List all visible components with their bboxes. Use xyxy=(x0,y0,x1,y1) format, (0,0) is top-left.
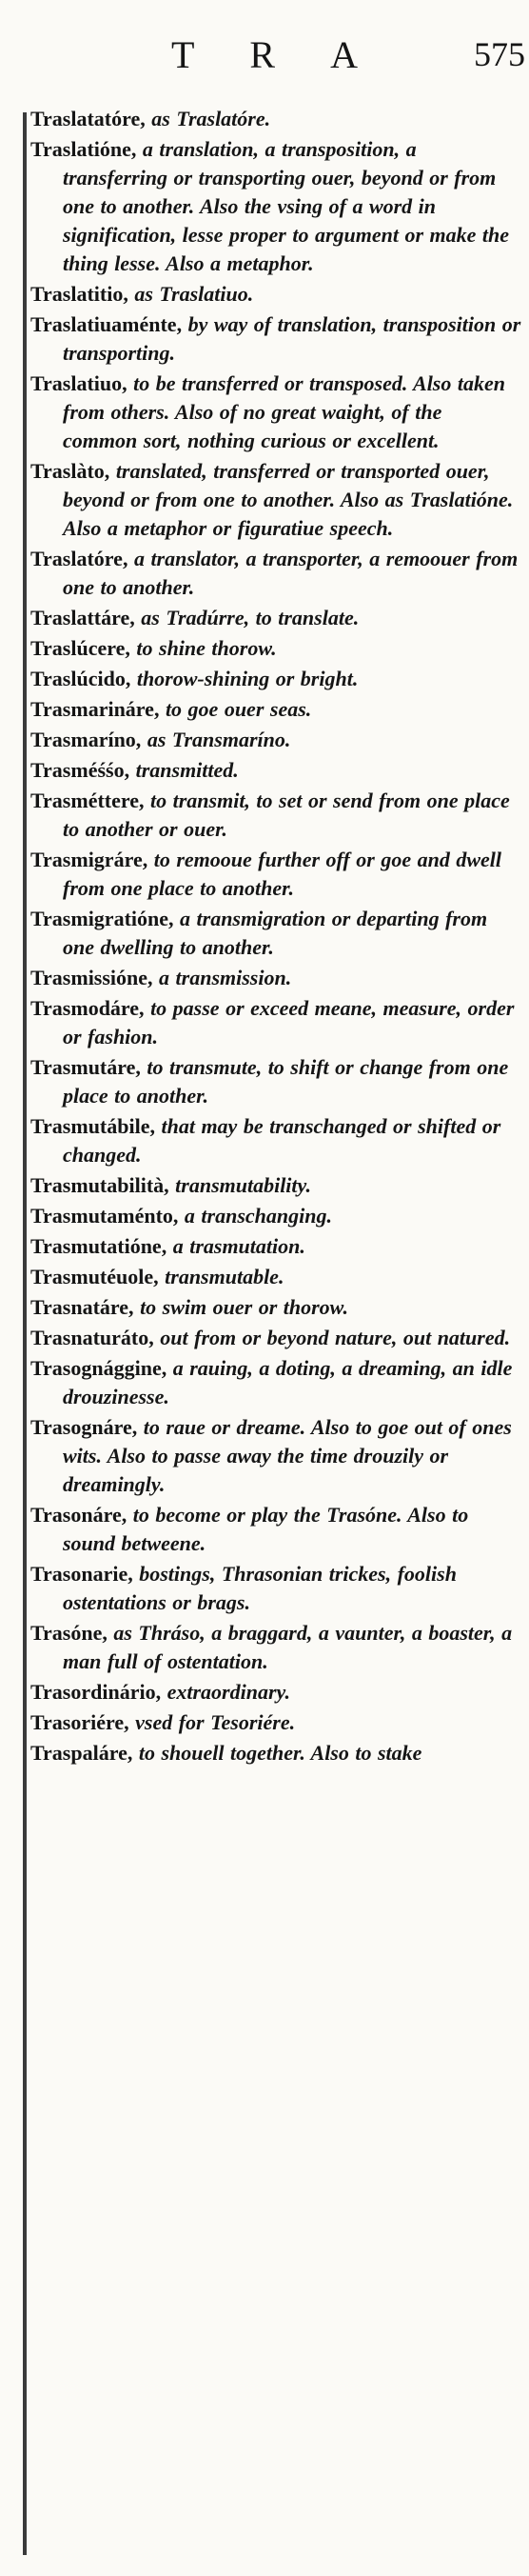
entry-headword: Trasognággine, xyxy=(30,1356,167,1380)
entry-headword: Traslúcido, xyxy=(30,667,131,690)
entry-gloss: transmutable. xyxy=(165,1265,284,1288)
running-head: TRA xyxy=(171,33,413,76)
entry-headword: Trasonáre, xyxy=(30,1503,127,1527)
entry-gloss: to passe or exceed meane, measure, order or fashion. xyxy=(63,996,515,1048)
entry-gloss: as Transmaríno. xyxy=(147,728,291,751)
page-header xyxy=(0,0,529,86)
entry-headword: Trasognáre, xyxy=(30,1415,138,1439)
dictionary-column xyxy=(30,105,521,1769)
entry-headword: Traslàto, xyxy=(30,459,110,483)
dictionary-entry xyxy=(30,905,521,962)
dictionary-entry xyxy=(30,1619,521,1676)
entry-gloss: extraordinary. xyxy=(167,1680,290,1704)
dictionary-entry xyxy=(30,665,521,693)
dictionary-entry xyxy=(30,695,521,724)
entry-headword: Trasoriére, xyxy=(30,1710,129,1734)
dictionary-entry xyxy=(30,994,521,1051)
entry-gloss: to transmit, to set or send from one place to another or ouer. xyxy=(63,789,510,841)
entry-gloss: a translation, a transposition, a transferring or transporting ouer, beyond or from one to another. Also the vsing of a word in signification, lesse proper to argument or make the thing lesse. Also a metaphor. xyxy=(63,137,510,275)
entry-gloss: transmitted. xyxy=(135,758,239,782)
entry-headword: Trasmutábile, xyxy=(30,1114,155,1138)
dictionary-entry xyxy=(30,1202,521,1230)
dictionary-entry xyxy=(30,457,521,543)
entry-headword: Trasmodáre, xyxy=(30,996,145,1020)
entry-gloss: a transchanging. xyxy=(184,1204,332,1228)
entry-headword: Trasmaríno, xyxy=(30,728,142,751)
entry-gloss: out from or beyond nature, out natured. xyxy=(160,1326,511,1349)
entry-headword: Traspaláre, xyxy=(30,1741,133,1765)
dictionary-entry xyxy=(30,846,521,903)
entry-headword: Traslatóre, xyxy=(30,547,128,570)
entry-headword: Traslatitio, xyxy=(30,282,128,306)
entry-headword: Trasmissióne, xyxy=(30,966,153,989)
entry-gloss: to become or play the Trasóne. Also to sound betweene. xyxy=(63,1503,469,1555)
dictionary-entry xyxy=(30,310,521,368)
entry-gloss: thorow-shining or bright. xyxy=(136,667,359,690)
entry-headword: Trasmutáre, xyxy=(30,1055,141,1079)
entry-gloss: to swim ouer or thorow. xyxy=(140,1295,349,1319)
page-number: 575 xyxy=(474,35,525,73)
entry-headword: Trasnaturáto, xyxy=(30,1326,154,1349)
dictionary-entry xyxy=(30,369,521,455)
dictionary-entry xyxy=(30,105,521,133)
entry-headword: Traslatiuaménte, xyxy=(30,312,183,336)
entry-headword: Trasméttere, xyxy=(30,789,145,812)
dictionary-entry xyxy=(30,787,521,844)
entry-headword: Traslatiuo, xyxy=(30,371,127,395)
entry-headword: Trasmutatióne, xyxy=(30,1234,167,1258)
entry-headword: Traslatióne, xyxy=(30,137,137,161)
entry-gloss: as Traslatiuo. xyxy=(134,282,254,306)
entry-headword: Trasonarie, xyxy=(30,1562,133,1586)
dictionary-entry xyxy=(30,964,521,992)
dictionary-entry xyxy=(30,1739,521,1767)
dictionary-entry xyxy=(30,1171,521,1200)
dictionary-entry xyxy=(30,1501,521,1558)
entry-gloss: vsed for Tesoriére. xyxy=(135,1710,296,1734)
entry-gloss: that may be transchanged or shifted or changed. xyxy=(63,1114,501,1167)
entry-headword: Trasmutabilità, xyxy=(30,1173,169,1197)
dictionary-entry xyxy=(30,1112,521,1169)
dictionary-entry xyxy=(30,756,521,785)
column-rule xyxy=(23,112,27,2555)
entry-gloss: as Thráso, a braggard, a vaunter, a boaster, a man full of ostentation. xyxy=(63,1621,513,1673)
entry-headword: Traslattáre, xyxy=(30,606,135,629)
dictionary-entry xyxy=(30,1413,521,1499)
entry-headword: Trasmigráre, xyxy=(30,848,148,871)
entry-gloss: by way of translation, transposition or transporting. xyxy=(63,312,521,365)
dictionary-entry xyxy=(30,1560,521,1617)
entry-headword: Traslúcere, xyxy=(30,636,130,660)
entry-headword: Trasmigratióne, xyxy=(30,907,174,930)
dictionary-entry xyxy=(30,1263,521,1291)
entry-gloss: to transmute, to shift or change from one place to another. xyxy=(63,1055,509,1108)
entry-gloss: a transmission. xyxy=(159,966,292,989)
entry-gloss: translated, transferred or transported ouer, beyond or from one to another. Also as Traslatióne. Also a metaphor or figuratiue speech. xyxy=(63,459,514,540)
dictionary-entry xyxy=(30,1708,521,1737)
dictionary-entry xyxy=(30,280,521,309)
dictionary-entry xyxy=(30,135,521,278)
entry-gloss: a translator, a transporter, a remoouer from one to another. xyxy=(63,547,519,599)
entry-gloss: to shouell together. Also to stake xyxy=(138,1741,422,1765)
entry-gloss: to shine thorow. xyxy=(136,636,277,660)
entry-gloss: as Tradúrre, to translate. xyxy=(141,606,360,629)
entry-gloss: transmutability. xyxy=(175,1173,311,1197)
dictionary-entry xyxy=(30,1324,521,1352)
dictionary-entry xyxy=(30,1293,521,1322)
entry-headword: Traslatatóre, xyxy=(30,107,146,130)
dictionary-entry xyxy=(30,634,521,663)
dictionary-entry xyxy=(30,604,521,632)
entry-gloss: bostings, Thrasonian trickes, foolish ostentations or brags. xyxy=(63,1562,457,1614)
dictionary-entry xyxy=(30,726,521,754)
entry-gloss: to remooue further off or goe and dwell from one place to another. xyxy=(63,848,502,900)
entry-headword: Trasnatáre, xyxy=(30,1295,134,1319)
dictionary-entry xyxy=(30,1053,521,1110)
entry-headword: Trasmutéuole, xyxy=(30,1265,159,1288)
dictionary-entry xyxy=(30,1354,521,1411)
dictionary-entry xyxy=(30,545,521,602)
entry-gloss: to goe ouer seas. xyxy=(165,697,312,721)
entry-headword: Trasordinário, xyxy=(30,1680,162,1704)
entry-gloss: a trasmutation. xyxy=(172,1234,305,1258)
entry-headword: Trasmarináre, xyxy=(30,697,160,721)
entry-gloss: to be transferred or transposed. Also taken from others. Also of no great waight, of the common sort, nothing curious or excellent. xyxy=(63,371,505,452)
entry-headword: Trasóne, xyxy=(30,1621,108,1645)
entry-headword: Trasméśśo, xyxy=(30,758,130,782)
dictionary-entry xyxy=(30,1678,521,1707)
entry-gloss: as Traslatóre. xyxy=(151,107,271,130)
entry-headword: Trasmutaménto, xyxy=(30,1204,179,1228)
entry-gloss: a transmigration or departing from one dwelling to another. xyxy=(63,907,488,959)
entry-gloss: a rauing, a doting, a dreaming, an idle drouzinesse. xyxy=(63,1356,513,1408)
dictionary-entry xyxy=(30,1232,521,1261)
entry-gloss: to raue or dreame. Also to goe out of ones wits. Also to passe away the time drouzily or dreamingly. xyxy=(63,1415,512,1496)
